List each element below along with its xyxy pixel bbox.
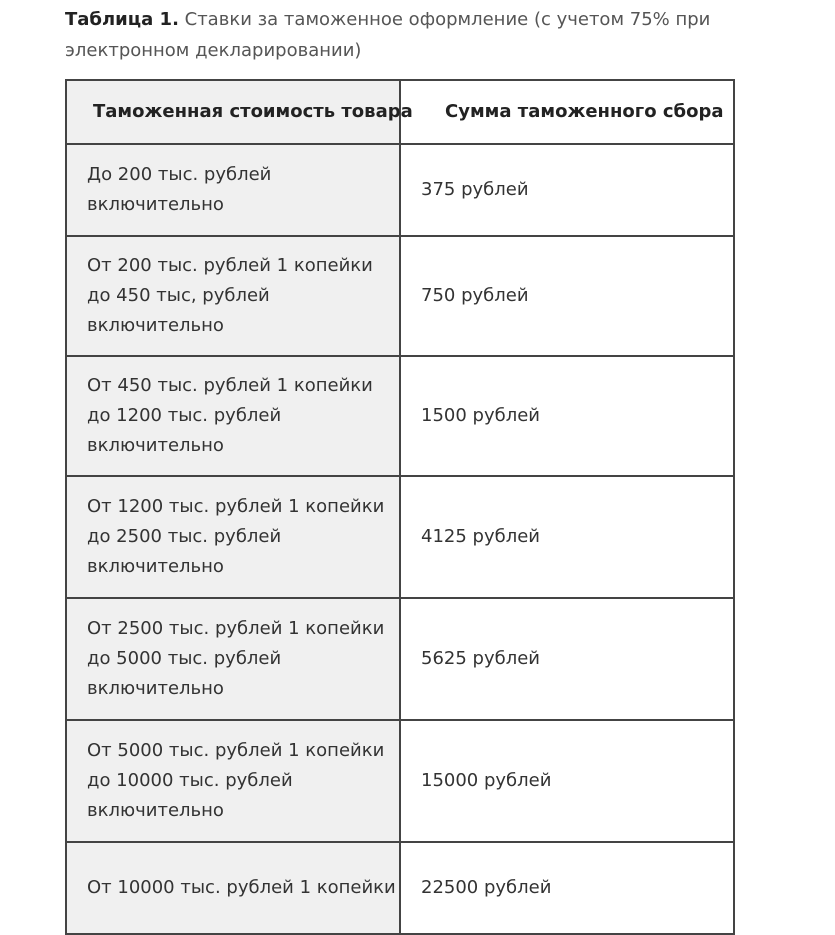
row-fee: 1500 рублей bbox=[400, 356, 734, 476]
row-fee: 750 рублей bbox=[400, 236, 734, 356]
row-value-range: От 2500 тыс. рублей 1 копейки до 5000 тыс. рублей включительно bbox=[66, 598, 400, 720]
row-fee: 5625 рублей bbox=[400, 598, 734, 720]
row-value-range: От 450 тыс. рублей 1 копейки до 1200 тыс. рублей включительно bbox=[66, 356, 400, 476]
table-row bbox=[66, 598, 734, 720]
header-customs-value: Таможенная стоимость товара bbox=[66, 80, 400, 144]
table-header-row bbox=[66, 80, 734, 144]
row-value-range: От 5000 тыс. рублей 1 копейки до 10000 тыс. рублей включительно bbox=[66, 720, 400, 842]
row-value-range: От 10000 тыс. рублей 1 копейки bbox=[66, 842, 400, 934]
row-value-range: От 1200 тыс. рублей 1 копейки до 2500 тыс. рублей включительно bbox=[66, 476, 400, 598]
row-fee: 375 рублей bbox=[400, 144, 734, 236]
table-row bbox=[66, 476, 734, 598]
header-fee-amount: Сумма таможенного сбора bbox=[400, 80, 734, 144]
row-value-range: До 200 тыс. рублей включительно bbox=[66, 144, 400, 236]
row-value-range: От 200 тыс. рублей 1 копейки до 450 тыс, рублей включительно bbox=[66, 236, 400, 356]
row-fee: 4125 рублей bbox=[400, 476, 734, 598]
table-row bbox=[66, 842, 734, 934]
row-fee: 15000 рублей bbox=[400, 720, 734, 842]
table-caption bbox=[65, 4, 830, 66]
row-fee: 22500 рублей bbox=[400, 842, 734, 934]
table-row bbox=[66, 720, 734, 842]
table-row bbox=[66, 236, 734, 356]
table-caption-label: Таблица 1. bbox=[65, 9, 179, 30]
customs-fee-table bbox=[65, 79, 735, 935]
table-row bbox=[66, 144, 734, 236]
table-row bbox=[66, 356, 734, 476]
table-caption-text: Ставки за таможенное оформление (с учетом 75% при электронном декларировании) bbox=[65, 9, 711, 61]
